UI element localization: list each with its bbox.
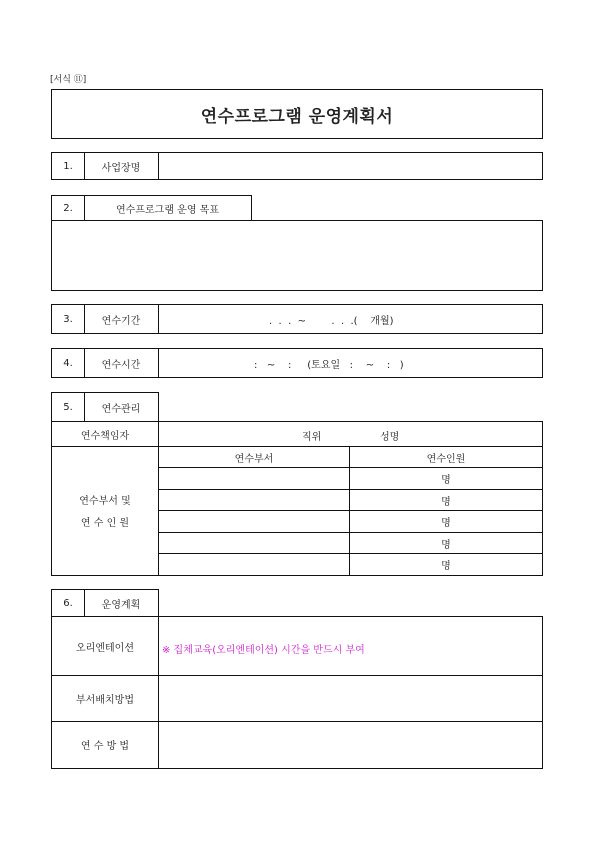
program-goal-field[interactable] (51, 220, 543, 291)
dept-group-label-line1: 연수부서 및 (79, 496, 131, 507)
dept-assignment-field[interactable] (159, 676, 542, 721)
training-hours-field[interactable]: : ~ : (토요일 : ~ : ) (254, 359, 404, 371)
count-unit[interactable]: 명 (441, 540, 451, 551)
training-period-field[interactable]: . . . ~ . . .( 개월) (269, 315, 394, 327)
section-5-header (51, 392, 159, 422)
col-header-count: 연수인원 (426, 453, 466, 465)
col-header-dept: 연수부서 (234, 453, 274, 465)
section-number: 6. (63, 598, 73, 609)
operation-plan-label: 운영계획 (101, 600, 141, 611)
training-method-field[interactable] (159, 722, 542, 768)
orientation-label: 오리엔테이션 (76, 642, 134, 654)
count-unit[interactable]: 명 (441, 497, 451, 508)
dept-field[interactable] (159, 554, 349, 575)
section-2-header (51, 195, 252, 221)
orientation-note[interactable]: ※ 집체교육(오리엔테이션) 시간을 반드시 부여 (162, 645, 365, 656)
training-management-label: 연수관리 (101, 404, 141, 415)
section-number: 4. (63, 357, 73, 369)
form-number-label: [서식 ⑪] (50, 75, 87, 85)
dept-assignment-label: 부서배치방법 (76, 694, 134, 706)
training-hours-label: 연수시간 (101, 359, 141, 371)
business-name-field[interactable] (159, 153, 542, 179)
section-3-training-period (51, 304, 543, 334)
section-6-header (51, 589, 159, 617)
section-number: 2. (63, 203, 73, 214)
page-title: 연수프로그램 운영계획서 (200, 106, 394, 127)
program-goal-label: 연수프로그램 운영 목표 (116, 205, 219, 216)
business-name-label: 사업장명 (101, 162, 141, 174)
count-unit[interactable]: 명 (441, 475, 451, 486)
dept-field[interactable] (159, 468, 349, 489)
name-label: 성명 (380, 432, 400, 443)
dept-group-label-line2: 연 수 인 원 (80, 518, 130, 529)
position-label: 직위 (302, 432, 322, 443)
operation-plan-table (51, 616, 543, 769)
section-number: 3. (63, 313, 73, 325)
training-method-label: 연 수 방 법 (80, 741, 130, 752)
dept-field[interactable] (159, 511, 349, 532)
title-box (51, 89, 543, 139)
section-4-training-hours (51, 348, 543, 378)
training-period-label: 연수기간 (101, 315, 141, 327)
training-manager-label: 연수책임자 (80, 430, 130, 442)
dept-field[interactable] (159, 490, 349, 511)
dept-field[interactable] (159, 533, 349, 554)
count-unit[interactable]: 명 (441, 561, 451, 572)
section-number: 1. (63, 160, 73, 172)
count-unit[interactable]: 명 (441, 518, 451, 529)
section-number: 5. (63, 402, 73, 413)
training-management-table (51, 421, 543, 576)
dept-group-label (52, 446, 158, 575)
section-1-business-name (51, 152, 543, 180)
